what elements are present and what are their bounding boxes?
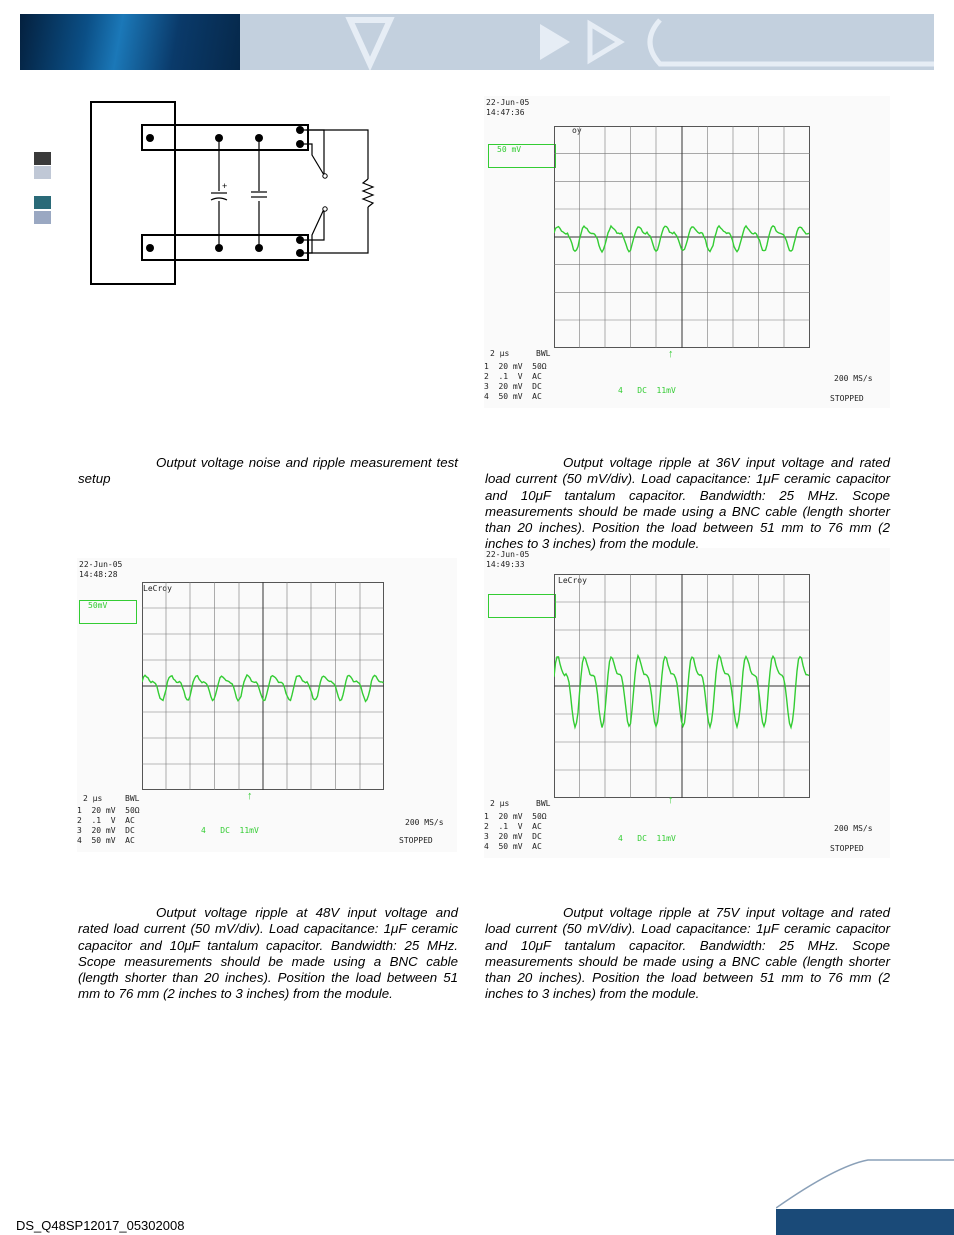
scope-ch2: 2 .1 V AC: [484, 822, 542, 831]
scope-ch2: 2 .1 V AC: [484, 372, 542, 381]
figure-caption-36v: Output voltage ripple at 36V input voltage and rated load current (50 mV/div). Load capacitance: 1μF ceramic capacitor and 10μF tantalum capacitor. Bandwidth: 25 MHz. Scope measurements should be made using a BNC cable (length shorter than 20 inches). Position the load between 51 mm to 76 mm (2 inches to 3 inches) from the module.: [485, 455, 890, 552]
scope-status: STOPPED: [830, 394, 864, 403]
scope-bwl: BWL: [125, 794, 140, 803]
scope-rate: 200 MS/s: [405, 818, 444, 827]
scope-timebase: 2 μs: [83, 794, 103, 803]
trigger-arrow-icon: ↑: [668, 348, 674, 360]
scope-ch4: 4 50 mV AC: [484, 842, 542, 851]
scope-rate: 200 MS/s: [834, 824, 873, 833]
scope-rate: 200 MS/s: [834, 374, 873, 383]
scope-status: STOPPED: [399, 836, 433, 845]
scope-trigger: 4 DC 11mV: [618, 386, 676, 395]
scope-brand: LeCroy: [558, 576, 587, 585]
scope-screenshot-36v: [484, 96, 890, 408]
scope-scale-box: [488, 594, 556, 618]
footer-corner-bar: [776, 1209, 954, 1235]
scope-trigger: 4 DC 11mV: [618, 834, 676, 843]
scope-time: 14:49:33: [486, 560, 525, 569]
footer-curve: [776, 1158, 954, 1210]
scope-scale-box: 50mV: [79, 600, 137, 624]
scope-grid: [554, 574, 810, 798]
scope-ch3: 3 20 mV DC: [77, 826, 135, 835]
scope-ch1: 1 20 mV 50Ω: [484, 812, 547, 821]
figure-caption-setup: Output voltage noise and ripple measurement test setup: [78, 455, 458, 487]
footer-doc-code: DS_Q48SP12017_05302008: [16, 1218, 185, 1233]
scope-screenshot-75v: [484, 548, 890, 858]
scope-grid: [142, 582, 384, 790]
scope-brand: LeCroy: [143, 584, 172, 593]
svg-text:+: +: [222, 181, 228, 191]
header-banner: [20, 14, 934, 70]
scope-date: 22-Jun-05: [79, 560, 123, 569]
scope-ch1: 1 20 mV 50Ω: [484, 362, 547, 371]
scope-trigger: 4 DC 11mV: [201, 826, 259, 835]
scope-status: STOPPED: [830, 844, 864, 853]
trigger-arrow-icon: ↑: [247, 790, 253, 802]
trigger-arrow-icon: ↑: [668, 794, 674, 806]
scope-ch1: 1 20 mV 50Ω: [77, 806, 140, 815]
scope-date: 22-Jun-05: [486, 98, 530, 107]
scope-bwl: BWL: [536, 799, 551, 808]
scope-timebase: 2 μs: [490, 349, 510, 358]
margin-swatch: [34, 152, 51, 165]
test-setup-circuit: [80, 95, 410, 295]
scope-ch4: 4 50 mV AC: [484, 392, 542, 401]
scope-date: 22-Jun-05: [486, 550, 530, 559]
banner-photo: [20, 14, 240, 70]
margin-swatch: [34, 196, 51, 209]
margin-swatch: [34, 211, 51, 224]
scope-brand: oy: [572, 126, 582, 135]
scope-time: 14:48:28: [79, 570, 118, 579]
margin-swatch: [34, 166, 51, 179]
scope-ch2: 2 .1 V AC: [77, 816, 135, 825]
scope-ch3: 3 20 mV DC: [484, 382, 542, 391]
scope-grid: [554, 126, 810, 348]
scope-ch4: 4 50 mV AC: [77, 836, 135, 845]
banner-logo-shapes: [240, 14, 934, 70]
scope-screenshot-48v: [77, 558, 457, 852]
scope-scale-box: 50 mV: [488, 144, 556, 168]
scope-bwl: BWL: [536, 349, 551, 358]
figure-caption-48v: Output voltage ripple at 48V input voltage and rated load current (50 mV/div). Load capacitance: 1μF ceramic capacitor and 10μF tantalum capacitor. Bandwidth: 25 MHz. Scope measurements should be made using a BNC cable (length shorter than 20 inches). Position the load between 51 mm to 76 mm (2 inches to 3 inches) from the module.: [78, 905, 458, 1002]
scope-timebase: 2 μs: [490, 799, 510, 808]
scope-ch3: 3 20 mV DC: [484, 832, 542, 841]
figure-caption-75v: Output voltage ripple at 75V input voltage and rated load current (50 mV/div). Load capacitance: 1μF ceramic capacitor and 10μF tantalum capacitor. Bandwidth: 25 MHz. Scope measurements should be made using a BNC cable (length shorter than 20 inches). Position the load between 51 mm to 76 mm (2 inches to 3 inches) from the module.: [485, 905, 890, 1002]
scope-time: 14:47:36: [486, 108, 525, 117]
